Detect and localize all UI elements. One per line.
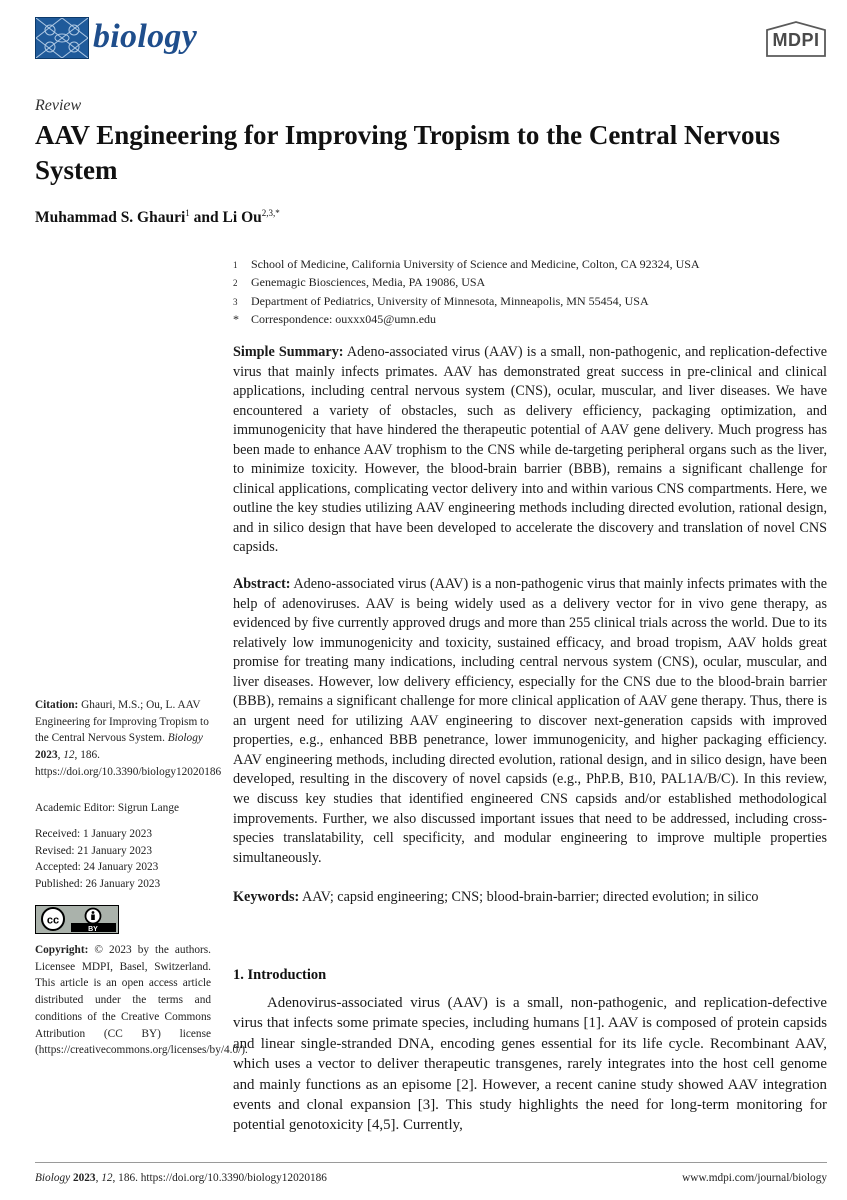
journal-name: biology [93,18,198,55]
journal-logo-icon [36,18,88,58]
author-separator: and [189,209,223,227]
citation-year: 2023 [35,749,58,762]
author-list [35,208,280,227]
affiliation-item [233,293,813,311]
footer-year: 2023 [70,1172,96,1184]
abstract [233,575,827,868]
affiliation-text: Department of Pediatrics, University of Minnesota, Minneapolis, MN 55454, USA [251,293,649,308]
introduction-text: Adenovirus-associated virus (AAV) is a small, non-pathogenic, and replication-defective virus that infects some primate species, including humans [1]. AAV is composed of protein capsids and linear single-stranded DNA, encoding genes essential for its life cycle. Recombinant AAV, which uses a vector to deliver therapeutic transgenes, rarely integrates into the host cell genome and mainly functions as an episome [2]. However, a recent canine study showed AAV integration events and clonal expansion [3]. This study highlights the need for long-term monitoring for potential genotoxicity [4,5]. Currently, [233,995,827,1134]
abstract-label: Abstract: [233,576,291,592]
affiliation-item [233,256,813,274]
citation-text: Ghauri, M.S.; Ou, L. AAV Engineering for Improving Tropism to the Central Nervous System. [35,699,209,745]
simple-summary-label: Simple Summary: [233,344,344,360]
simple-summary-text: Adeno-associated virus (AAV) is a small, non-pathogenic, and replication-defective virus that mainly infects primates. AAV has demonstrated great success in pre-clinical and clinical applications, including central nervous system (CNS), ocular, muscular, and liver diseases. We have encountered a variety of obstacles, such as delivery efficiency, packaging optimization, and immunogenicity that have hindered the therapeutic potential of AAV gene delivery. Much progress has been made to enhance AAV trophism to the CNS while de-targeting peripheral organs such as the liver, to minimize toxicity. However, the blood-brain barrier (BBB), remains a significant challenge for clinical applications, complicating vector delivery into and within various CNS compartments. Here, we outline the key studies utilizing AAV engineering methods including directed evolution, rational design, and in silico design that have been developed to accelerate the discovery and translation of novel CNS capsids. [233,344,827,556]
footer-journal-url[interactable]: www.mdpi.com/journal/biology [682,1172,827,1184]
date-revised: Revised: 21 January 2023 [35,844,153,857]
article-title: AAV Engineering for Improving Tropism to the Central Nervous System [35,120,781,185]
academic-editor: Academic Editor: Sigrun Lange [35,802,179,814]
date-published: Published: 26 January 2023 [35,878,161,891]
citation-separator: , [57,749,64,762]
simple-summary [233,343,827,558]
publisher-logo-text: MDPI [772,30,820,50]
citation-doi-link[interactable]: , 186. https://doi.org/10.3390/biology12020186 [35,749,222,778]
article-type: Review [35,97,82,114]
footer-citation [35,1172,327,1184]
cc-by-label: BY [88,926,98,932]
keywords-text: AAV; capsid engineering; CNS; blood-brain-barrier; directed evolution; in silico [299,889,759,905]
correspondence-text: Correspondence: ouxxx045@umn.edu [251,311,437,326]
section-heading-introduction: 1. Introduction [233,967,327,983]
cc-by-license-badge[interactable] [35,905,119,934]
svg-text:cc: cc [46,914,60,927]
introduction-paragraph [233,993,827,1136]
affiliation-list [233,256,813,328]
author-affiliation-marker: 2,3,* [261,208,280,218]
keywords-label: Keywords: [233,889,300,905]
footer-separator: , [95,1172,102,1184]
keywords [233,888,827,908]
correspondence-marker: * [233,311,239,326]
citation-volume: 12 [63,749,75,762]
footer-doi-link[interactable]: , 186. https://doi.org/10.3390/biology12020186 [112,1172,327,1184]
footer-divider [35,1162,827,1163]
affiliation-item [233,311,813,328]
affiliation-marker: 1 [233,260,238,270]
author-affiliation-marker: 1 [185,208,190,218]
publication-dates [35,826,211,893]
cc-license-icon [36,906,117,932]
author-name: Li Ou [222,209,262,227]
date-received: Received: 1 January 2023 [35,828,153,840]
abstract-text: Adeno-associated virus (AAV) is a non-pathogenic virus that mainly infects primates with the help of adenoviruses. AAV is being widely used as a delivery vector for in vivo gene therapy, as evidenced by five currently approved drugs and more than 255 clinical trials across the world. Due to its relatively low immunogenicity and toxicity, sustained efficacy, and broad tropism, AAV holds great promise for treating many indications, including central nervous system (CNS), ocular, muscular, and liver diseases. However, low delivery efficiency, especially for the CNS due to the blood-brain barrier (BBB), remains a significant challenge for more clinical application of AAV gene therapy. Thus, there is an urgent need for utilizing AAV engineering to discover next-generation capsids with improved properties, e.g., enhanced BBB penetrance, lower immunogenicity, and higher packaging efficiency. AAV engineering methods, including directed evolution, rational design, and in silico design, have been developed, resulting in the discovery of novel capsids (e.g., PhP.B, B10, PAL1A/B/C). In this review, we discuss key studies that identified engineered CNS capsids and/or established methodological improvements. Further, we also discussed important issues that need to be addressed, including cross-species translatability, cell specificity, and modular engineering to improve multiple properties simultaneously. [233,576,827,866]
author-name: Muhammad S. Ghauri [35,209,186,227]
affiliation-marker: 3 [233,296,238,307]
copyright-label: Copyright: [35,944,89,956]
affiliation-text: Genemagic Biosciences, Media, PA 19086, USA [251,275,486,290]
affiliation-text: School of Medicine, California University of Science and Medicine, Colton, CA 92324, USA [251,257,700,271]
journal-logo [35,17,89,59]
footer-journal: Biology [35,1172,71,1184]
affiliation-item [233,274,813,292]
citation-block [35,697,222,781]
date-accepted: Accepted: 24 January 2023 [35,861,159,874]
copyright-notice [35,942,248,1059]
footer-volume: 12 [101,1172,113,1184]
copyright-text: © 2023 by the authors. Licensee MDPI, Basel, Switzerland. This article is an open access article distributed under the terms and conditions of the Creative Commons Attribution (CC BY) license (https://creativecommons.org/licenses/by/4.0/). [35,944,248,1057]
citation-journal: Biology [167,732,203,745]
affiliation-marker: 2 [233,278,238,289]
citation-label: Citation: [35,699,79,711]
